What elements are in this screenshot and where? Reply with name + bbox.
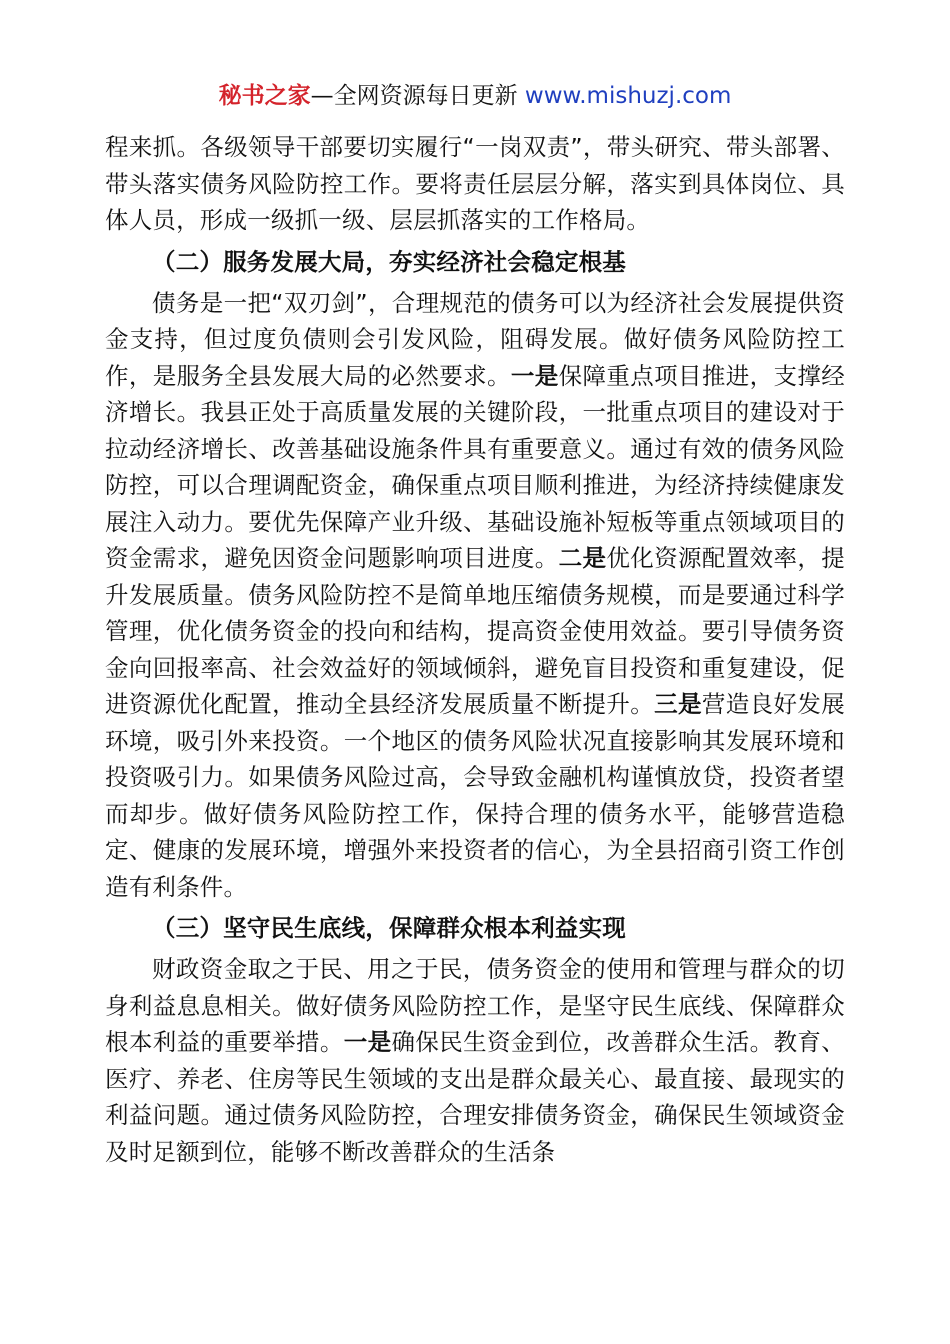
paragraph-text: 确保民生资金到位，改善群众生活。教育、医疗、养老、住房等民生领域的支出是群众最关心、最直接、最现实的利益问题。通过债务风险防控，合理安排债务资金，确保民生领域资金及时足额到位，能够不断改善群众的生活条 (105, 1028, 845, 1166)
paragraph-text: 保障重点项目推进，支撑经济增长。我县正处于高质量发展的关键阶段，一批重点项目的建设对于拉动经济增长、改善基础设施条件具有重要意义。通过有效的债务风险防控，可以合理调配资金，确保重点项目顺利推进，为经济持续健康发展注入动力。要优先保障产业升级、基础设施补短板等重点领域项目的资金需求，避免因资金问题影响项目进度。 (105, 361, 846, 572)
point-marker: 一是 (510, 361, 559, 390)
document-body (105, 129, 845, 1170)
paragraph-text: 营造良好发展环境，吸引外来投资。一个地区的债务风险状况直接影响其发展环境和投资吸引力。如果债务风险过高，会导致金融机构谨慎放贷，投资者望而却步。做好债务风险防控工作，保持合理的债务水平，能够营造稳定、健康的发展环境，增强外来投资者的信心，为全县招商引资工作创造有利条件。 (105, 690, 846, 901)
paragraph-continuation: 程来抓。各级领导干部要切实履行“一岗双责”，带头研究、带头部署、带头落实债务风险防控工作。要将责任层层分解，落实到具体岗位、具体人员，形成一级抓一级、层层抓落实的工作格局。 (105, 133, 845, 234)
paragraph-text: 财政资金取之于民、用之于民，债务资金的使用和管理与群众的切身利益息息相关。做好债务风险防控工作，是坚守民生底线、保障群众根本利益的重要举措。 (105, 955, 845, 1056)
site-header (0, 80, 950, 112)
paragraph-section-3 (105, 951, 845, 1170)
section-heading-2: （二）服务发展大局，夯实经济社会稳定根基 (152, 247, 626, 276)
site-brand: 秘书之家 (218, 83, 311, 109)
paragraph-text: 优化资源配置效率，提升发展质量。债务风险防控不是简单地压缩债务规模，而是要通过科学管理，优化债务资金的投向和结构，提高资金使用效益。要引导债务资金向回报率高、社会效益好的领域倾斜，避免盲目投资和重复建设，促进资源优化配置，推动全县经济发展质量不断提升。 (105, 544, 846, 718)
point-marker: 三是 (654, 690, 702, 718)
point-marker: 二是 (558, 544, 607, 572)
paragraph-section-2 (105, 285, 845, 906)
section-heading-3: （三）坚守民生底线，保障群众根本利益实现 (152, 914, 626, 942)
site-url[interactable]: www.mishuzj.com (517, 83, 732, 109)
paragraph-text: 债务是一把“双刃剑”，合理规范的债务可以为经济社会发展提供资金支持，但过度负债则会引发风险，阻碍发展。做好债务风险防控工作，是服务全县发展大局的必然要求。 (105, 288, 845, 390)
site-tagline: —全网资源每日更新 (310, 83, 518, 109)
point-marker: 一是 (343, 1028, 392, 1056)
